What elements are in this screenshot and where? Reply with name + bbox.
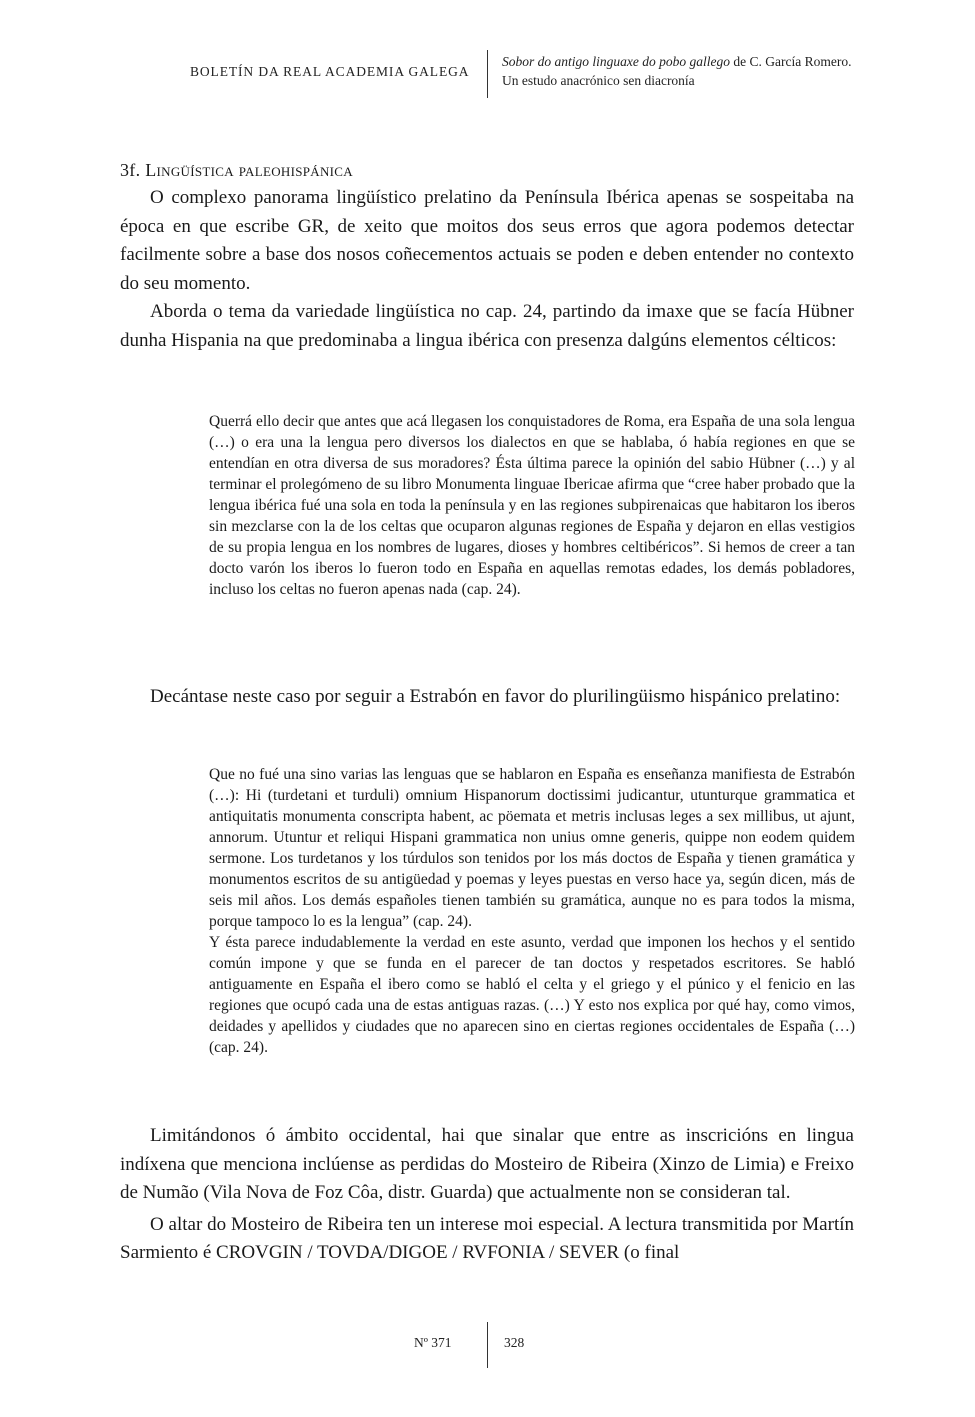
body-text-top	[120, 184, 854, 355]
quote-paragraph: Que no fué una sino varias las lenguas que se hablaron en España es enseñanza manifiesta de Estrabón (…): Hi (turdetani et turduli) omnium Hispanorum doctissimi judicantur, utunturque grammatica et antiquitatis monumenta conscripta habent, ac pöemata et metris inclusas leges a sex millibus, ut ajunt, annorum. Utuntur et reliqui Hispani grammatica non unius omne generis, quippe non eodem quidem sermone. Los turdetanos y los túrdulos son tenidos por los más doctos de España y tienen gramática y monumentos escritos de su antigüedad y poemas y leyes puestas en verso hace ya, según dicen, más de seis mil años. Los demás españoles tienen también su gramática, aunque no es para todos la misma, porque tampoco lo es la lengua” (cap. 24).	[209, 766, 855, 930]
article-title: Sobor do antigo linguaxe do pobo gallego	[502, 54, 730, 69]
block-quote	[209, 411, 855, 600]
body-text-mid	[120, 683, 854, 712]
paragraph: O complexo panorama lingüístico prelatino da Península Ibérica apenas se sospeitaba na época en que escribe GR, de xeito que moitos dos seus erros que agora podemos detectar facilmente sobre a base dos nosos coñecementos actuais se poden e deben entender no contexto do seu momento.	[120, 187, 854, 294]
section-number: 3f.	[120, 160, 141, 180]
paragraph: O altar do Mosteiro de Ribeira ten un interese moi especial. A lectura transmitida por Martín Sarmiento é CROVGIN / TOVDA/DIGOE / RVFONIA / SEVER (o final	[120, 1213, 854, 1263]
journal-name: BOLETÍN DA REAL ACADEMIA GALEGA	[190, 64, 470, 79]
header-divider	[487, 50, 488, 98]
issue-number: Nº 371	[414, 1335, 452, 1350]
quote-paragraph: Y ésta parece indudablemente la verdad en este asunto, verdad que imponen los hechos y el sentido común impone y que se funda en el parecer de tan doctos y respetados escritores. Se habló antiguamente en España el ibero como se habló el celta y el griego y el púnico y el fenicio en las regiones que ocupó cada una de estas antiguas razas. (…) Y esto nos explica por qué hay, como vimos, deidades y apellidos y ciudades que no aparecen sino en ciertas regiones occidentales de España (…) (cap. 24).	[209, 934, 855, 1056]
paragraph: Aborda o tema da variedade lingüística no cap. 24, partindo da imaxe que se facía Hübner dunha Hispania na que predominaba a lingua ibérica con presenza dalgúns elementos célticos:	[120, 301, 854, 351]
body-text-bottom	[120, 1122, 854, 1268]
paragraph: Limitándonos ó ámbito occidental, hai que sinalar que entre as inscricións en lingua indíxena que menciona inclúense as perdidas do Mosteiro de Ribeira (Xinzo de Limia) e Freixo de Numão (Vila Nova de Foz Côa, distr. Guarda) que actualmente non se consideran tal.	[120, 1125, 854, 1203]
page-number: 328	[504, 1335, 525, 1350]
article-author: de C. García Romero.	[729, 54, 852, 69]
quote-paragraph: Querrá ello decir que antes que acá llegasen los conquistadores de Roma, era España de una sola lengua (…) o era una la lengua pero diversos los dialectos en que se hablaba, ó había regiones en que se entendían en otra diversa de sus moradores? Ésta última parece la opinión del sabio Hübner (…) y al terminar el prolegómeno de su libro Monumenta linguae Ibericae afirma que “cree haber probado que la lengua ibérica fué una sola en toda la península y en las regiones subpirenaicas que habitaron los iberos sin mezclarse con la de los celtas que ocuparon algunas regiones de España y dejaron en ellas vestigios de su propia lengua en los nombres de lugares, dioses y hombres celtibéricos”. Si hemos de creer a tan docto varón los iberos lo fueron todo en España en aquellas remotas edades, los demás pobladores, incluso los celtas no fueron apenas nada (cap. 24).	[209, 413, 855, 598]
footer-divider	[487, 1322, 488, 1368]
section-title: Lingüística paleohispánica	[145, 160, 353, 180]
article-subtitle: Un estudo anacrónico sen diacronía	[502, 73, 695, 88]
section-heading	[120, 160, 353, 181]
block-quote	[209, 764, 855, 1058]
article-header	[502, 52, 872, 90]
paragraph: Decántase neste caso por seguir a Estrabón en favor do plurilingüismo hispánico prelatino:	[150, 686, 841, 707]
